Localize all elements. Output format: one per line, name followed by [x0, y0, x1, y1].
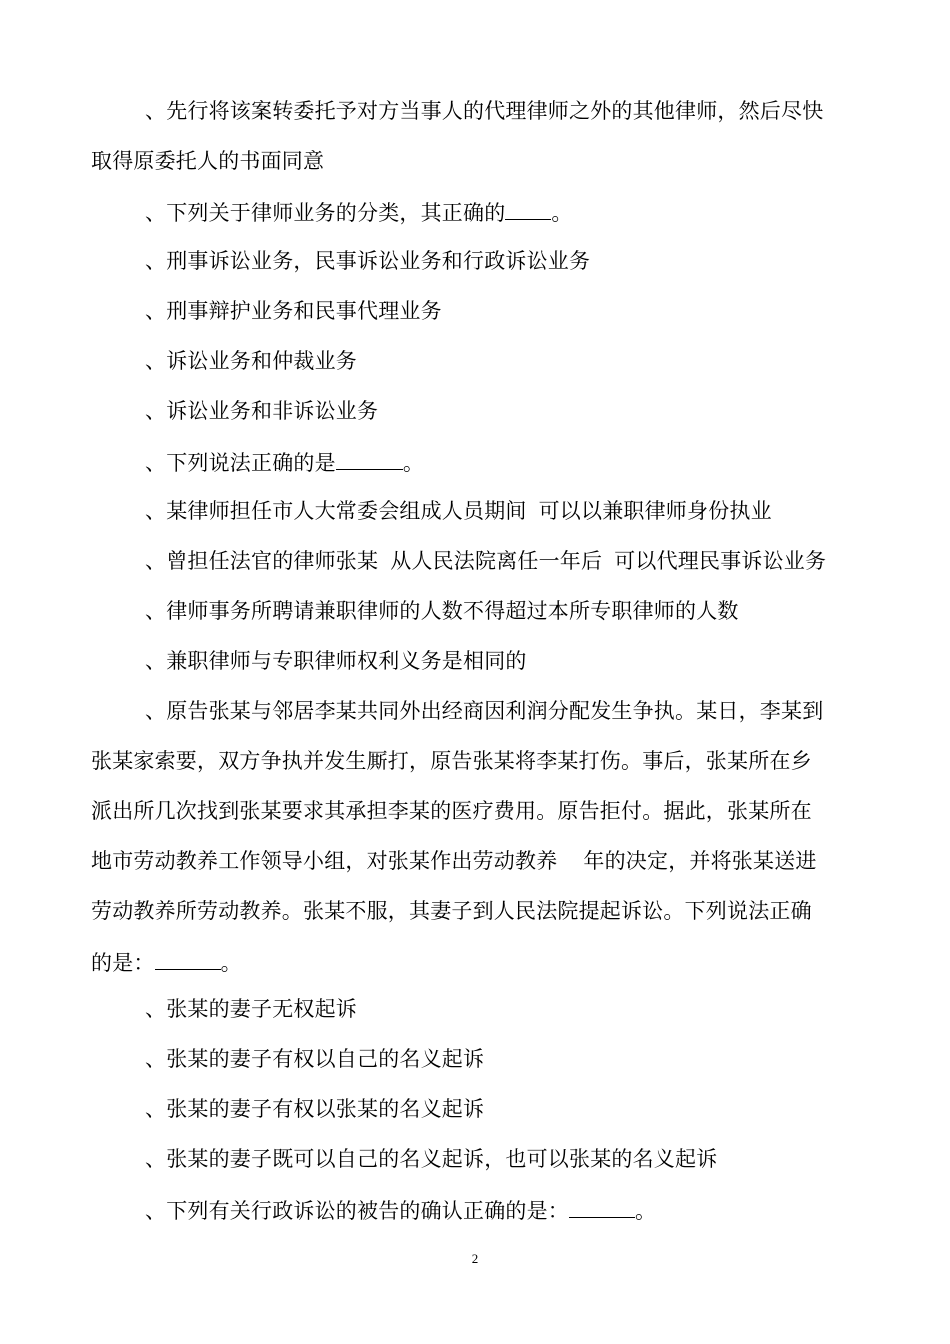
option-text: 、诉讼业务和非诉讼业务 — [145, 399, 379, 423]
option-text: 、兼职律师与专职律师权利义务是相同的 — [145, 649, 527, 673]
option-line — [145, 297, 442, 325]
option-text: 、刑事诉讼业务，民事诉讼业务和行政诉讼业务 — [145, 249, 591, 273]
paragraph-line — [91, 147, 324, 175]
question-end: 。 — [220, 951, 242, 975]
question-text: 、原告张某与邻居李某共同外出经商因利润分配发生争执。某日，李某到 — [145, 699, 824, 723]
option-text: 、张某的妻子有权以张某的名义起诉 — [145, 1097, 485, 1121]
option-line — [145, 397, 378, 425]
option-text: 、律师事务所聘请兼职律师的人数不得超过本所专职律师的人数 — [145, 599, 739, 623]
option-text: 、张某的妻子有权以自己的名义起诉 — [145, 1047, 485, 1071]
option-line — [145, 1095, 484, 1123]
option-line — [145, 97, 823, 125]
page-number: 2 — [471, 1251, 479, 1266]
question-text: 劳动教养所劳动教养。张某不服，其妻子到人民法院提起诉讼。下列说法正确 — [91, 899, 812, 923]
option-line — [145, 647, 527, 675]
option-text: 从人民法院离任一年后 — [390, 549, 603, 573]
option-text: 、某律师担任市人大常委会组成人员期间 — [145, 499, 527, 523]
question-text: 的是： — [91, 951, 155, 975]
option-line — [145, 1045, 484, 1073]
question-text: 、下列说法正确的是 — [145, 451, 336, 475]
option-text: 、张某的妻子无权起诉 — [145, 997, 357, 1021]
option-line — [145, 1145, 717, 1173]
paragraph-line — [91, 797, 812, 825]
option-line — [145, 347, 357, 375]
option-line — [145, 597, 739, 625]
question-line — [145, 1195, 656, 1225]
option-text: 可以以兼职律师身份执业 — [538, 499, 772, 523]
option-text-continued: 取得原委托人的书面同意 — [91, 149, 325, 173]
question-end: 。 — [551, 201, 573, 225]
question-text: 张某家索要，双方争执并发生厮打，原告张某将李某打伤。事后，张某所在乡 — [91, 749, 812, 773]
option-text: 、刑事辩护业务和民事代理业务 — [145, 299, 442, 323]
answer-blank[interactable] — [336, 447, 403, 470]
question-line — [145, 197, 573, 227]
option-line — [145, 247, 590, 275]
answer-blank[interactable] — [569, 1195, 635, 1218]
option-line — [145, 995, 357, 1023]
option-text: 、张某的妻子既可以自己的名义起诉，也可以张某的名义起诉 — [145, 1147, 718, 1171]
question-end: 。 — [635, 1199, 657, 1223]
option-line — [145, 547, 826, 575]
question-text: 地市劳动教养工作领导小组，对张某作出劳动教养 — [91, 849, 558, 873]
question-text: 、下列有关行政诉讼的被告的确认正确的是： — [145, 1199, 569, 1223]
option-text: 可以代理民事诉讼业务 — [614, 549, 827, 573]
answer-blank[interactable] — [505, 197, 551, 220]
option-text: 、先行将该案转委托予对方当事人的代理律师之外的其他律师，然后尽快 — [145, 99, 824, 123]
question-line — [145, 697, 823, 725]
paragraph-line — [91, 947, 242, 977]
paragraph-line — [91, 847, 817, 875]
paragraph-line — [91, 897, 812, 925]
option-line — [145, 497, 772, 525]
paragraph-line — [91, 747, 812, 775]
question-text: 派出所几次找到张某要求其承担李某的医疗费用。原告拒付。据此，张某所在 — [91, 799, 812, 823]
question-text: 、下列关于律师业务的分类，其正确的 — [145, 201, 506, 225]
option-text: 、诉讼业务和仲裁业务 — [145, 349, 357, 373]
answer-blank[interactable] — [155, 947, 221, 970]
question-line — [145, 447, 424, 477]
question-text: 年的决定，并将张某送进 — [583, 849, 817, 873]
option-text: 、曾担任法官的律师张某 — [145, 549, 379, 573]
question-end: 。 — [402, 451, 425, 475]
